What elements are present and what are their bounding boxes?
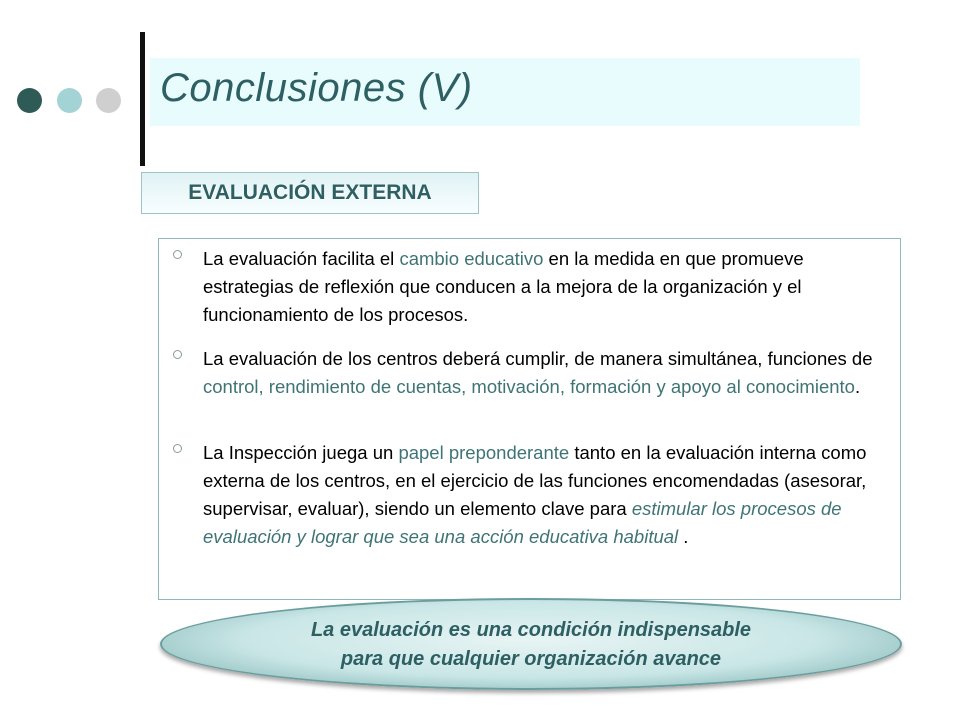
bullet-item xyxy=(173,245,893,329)
highlight-text: control, rendimiento de cuentas, motivación, formación y apoyo al conocimiento xyxy=(203,376,855,397)
bullet-item xyxy=(173,439,893,551)
highlight-text: cambio educativo xyxy=(399,248,544,269)
bullet-circle-icon xyxy=(173,444,182,453)
callout-line: para que cualquier organización avance xyxy=(340,648,722,670)
callout-line: La evaluación es una condición indispensable xyxy=(310,619,752,641)
bullet-text: La evaluación facilita el cambio educativo en la medida en que promueve estrategias de reflexión que conducen a la mejora de la organización y el funcionamiento de los procesos. xyxy=(203,248,804,325)
highlight-text: papel preponderante xyxy=(398,442,570,463)
decorative-dot-dark xyxy=(17,88,42,113)
slide-title: Conclusiones (V) xyxy=(160,66,473,110)
bullet-item xyxy=(173,345,893,401)
bullet-circle-icon xyxy=(173,250,182,259)
bullet-circle-icon xyxy=(173,350,182,359)
bullet-text: La Inspección juega un papel preponderante tanto en la evaluación interna como externa de los centros, en el ejercicio de las funciones encomendadas (asesorar, supervisar, evaluar), siendo un elemento clave para estimular los procesos de evaluación y lograr que sea una acción educativa habitual . xyxy=(203,442,867,547)
title-divider xyxy=(140,32,145,166)
section-tag-label: EVALUACIÓN EXTERNA xyxy=(188,181,432,204)
decorative-dot-grey xyxy=(96,88,121,113)
section-tag xyxy=(141,172,479,214)
callout-text xyxy=(160,616,902,674)
content-box xyxy=(158,238,901,600)
highlight-italic-text: estimular los procesos de evaluación y lograr que sea una acción educativa habitual xyxy=(203,498,842,547)
bullet-text: La evaluación de los centros deberá cumplir, de manera simultánea, funciones de control, rendimiento de cuentas, motivación, formación y apoyo al conocimiento. xyxy=(203,348,873,397)
decorative-dot-light xyxy=(57,88,82,113)
